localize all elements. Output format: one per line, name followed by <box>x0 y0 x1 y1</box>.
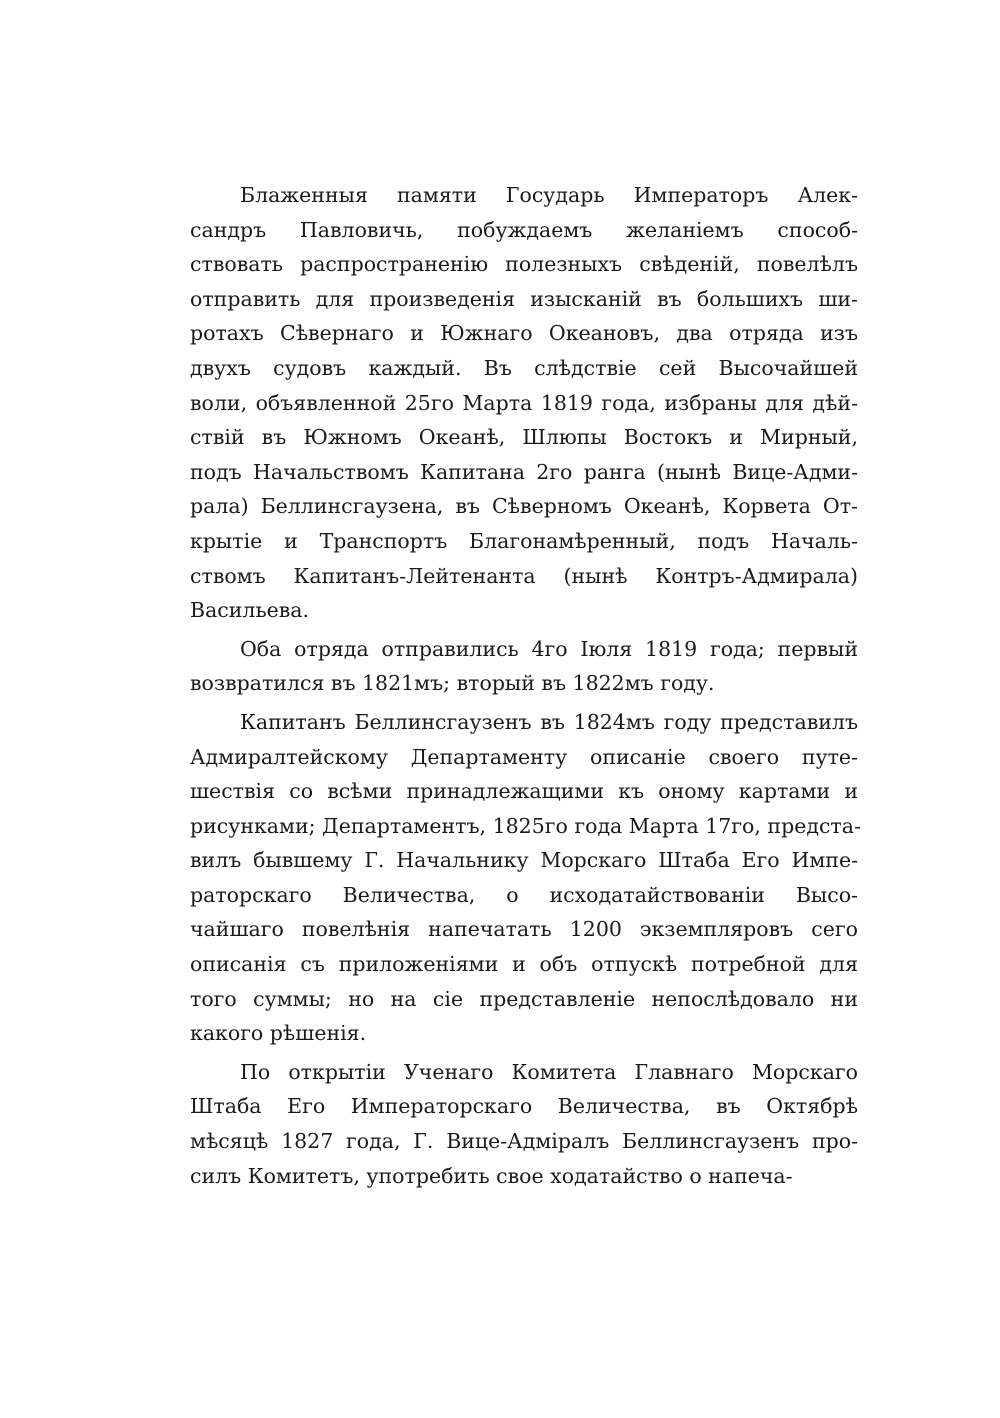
paragraph <box>190 178 858 628</box>
text-line: раторскаго Величества, о исходатайствованіи Высо- <box>190 882 858 907</box>
text-line: Адмиралтейскому Департаменту описаніе своего путе- <box>190 744 858 769</box>
text-line: вилъ бывшему Г. Начальнику Морскаго Штаба Его Импе- <box>190 848 858 873</box>
paragraph <box>190 705 861 1051</box>
paragraph <box>190 632 858 701</box>
text-line: силъ Комитетъ, употребить свое ходатайство о напеча- <box>190 1163 793 1188</box>
text-line: рисунками; Департаментъ, 1825го года Марта 17го, предста- <box>190 813 861 838</box>
text-line: описанія съ приложеніями и объ отпускѣ потребной для <box>190 952 858 977</box>
text-line: крытіе и Транспортъ Благонамѣренный, подъ Началь- <box>190 528 858 553</box>
text-line: мѣсяцѣ 1827 года, Г. Вице-Адміралъ Беллинсгаузенъ про- <box>190 1129 858 1154</box>
text-line: сандръ Павловичь, побуждаемъ желаніемъ способ- <box>190 217 858 242</box>
document-body <box>190 178 861 1193</box>
text-line: Капитанъ Беллинсгаузенъ въ 1824мъ году представилъ <box>240 709 858 734</box>
text-line: ствомъ Капитанъ-Лейтенанта (нынѣ Контръ-Адмирала) <box>190 563 858 588</box>
text-line: какого рѣшенія. <box>190 1021 367 1046</box>
text-line: чайшаго повелѣнія напечатать 1200 экземпляровъ сего <box>190 917 858 942</box>
text-line: того суммы; но на сіе представленіе непослѣдовало ни <box>190 986 858 1011</box>
text-line: Оба отряда отправились 4го Іюля 1819 года; первый <box>240 636 858 661</box>
text-line: ротахъ Сѣвернаго и Южнаго Океановъ, два отряда изъ <box>190 321 858 346</box>
text-line: двухъ судовъ каждый. Въ слѣдствіе сей Высочайшей <box>190 355 858 380</box>
text-line: отправить для произведенія изысканій въ большихъ ши- <box>190 286 858 311</box>
text-line: Блаженныя памяти Государь Императоръ Алек- <box>240 183 858 207</box>
text-line: Васильева. <box>190 598 310 623</box>
text-line: рала) Беллинсгаузена, въ Сѣверномъ Океанѣ, Корвета От- <box>190 494 858 519</box>
text-line: подъ Начальствомъ Капитана 2го ранга (нынѣ Вице-Адми- <box>190 459 858 484</box>
text-line: возвратился въ 1821мъ; вторый въ 1822мъ году. <box>190 671 715 696</box>
text-line: ствовать распространенію полезныхъ свѣденій, повелѣлъ <box>190 252 858 277</box>
text-line: По открытіи Ученаго Комитета Главнаго Морскаго <box>240 1059 858 1084</box>
text-line: ствій въ Южномъ Океанѣ, Шлюпы Востокъ и Мирный, <box>190 425 858 450</box>
text-line: Штаба Его Императорскаго Величества, въ Октябрѣ <box>190 1094 858 1119</box>
text-line: воли, объявленной 25го Марта 1819 года, избраны для дѣй- <box>190 390 858 415</box>
paragraph <box>190 1055 858 1193</box>
text-line: шествія со всѣми принадлежащими къ оному картами и <box>190 779 858 804</box>
